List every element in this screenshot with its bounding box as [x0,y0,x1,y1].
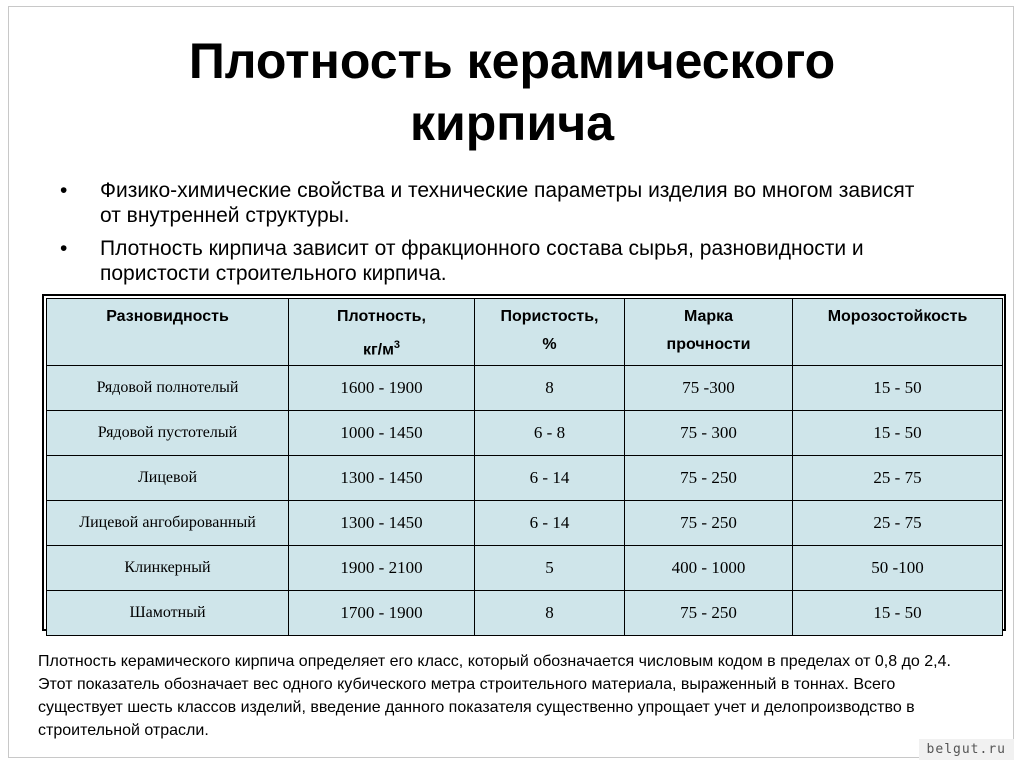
header-porosity: Пористость, % [475,299,625,366]
bullet-item [60,236,920,286]
cell-frost: 15 - 50 [793,411,1003,456]
cell-grade: 75 - 300 [625,411,793,456]
cell-grade: 75 - 250 [625,591,793,636]
cell-type: Шамотный [47,591,289,636]
table-row [47,456,1003,501]
cell-grade: 75 - 250 [625,501,793,546]
footer-paragraph: Плотность керамического кирпича определяет его класс, который обозначается числовым кодом в пределах от 0,8 до 2,4. Этот показатель обозначает вес одного кубического метра строительного материала, выраженный в тоннах. Всего существует шесть классов изделий, введение данного показателя существенно упрощает учет и делопроизводство в строительной отрасли. [38,653,951,739]
cell-porosity: 6 - 14 [475,456,625,501]
cell-porosity: 6 - 8 [475,411,625,456]
table-row [47,501,1003,546]
cell-frost: 15 - 50 [793,591,1003,636]
bullet-dot-icon: • [60,237,68,260]
header-frost: Морозостойкость [793,299,1003,366]
cell-grade: 75 - 250 [625,456,793,501]
cell-type: Рядовой пустотелый [47,411,289,456]
header-density: Плотность, $кг/м^3$ [289,299,475,366]
page-title [0,30,1024,154]
cell-density: 1900 - 2100 [289,546,475,591]
table-row [47,366,1003,411]
cell-type: Клинкерный [47,546,289,591]
cell-type: Рядовой полнотелый [47,366,289,411]
title-line-1: Плотность керамического [188,33,836,89]
cell-porosity: 8 [475,591,625,636]
cell-frost: 50 -100 [793,546,1003,591]
cell-porosity: 8 [475,366,625,411]
cell-density: 1700 - 1900 [289,591,475,636]
table [46,298,1003,636]
cell-type: Лицевой [47,456,289,501]
bullet-text: Плотность кирпича зависит от фракционного состава сырья, разновидности и пористости строительного кирпича. [100,237,864,285]
density-table [42,294,1006,631]
cell-frost: 15 - 50 [793,366,1003,411]
cell-grade: 400 - 1000 [625,546,793,591]
bullet-item [60,178,920,228]
header-type: Разновидность [47,299,289,366]
cell-grade: 75 -300 [625,366,793,411]
bullet-text: Физико-химические свойства и технические параметры изделия во многом зависят от внутренней структуры. [100,179,915,227]
cell-density: 1300 - 1450 [289,456,475,501]
bullet-list [60,178,920,294]
cell-type: Лицевой ангобированный [47,501,289,546]
table-header-row [47,299,1003,366]
cell-frost: 25 - 75 [793,456,1003,501]
table-row [47,546,1003,591]
header-grade: Марка прочности [625,299,793,366]
table-row [47,411,1003,456]
cell-frost: 25 - 75 [793,501,1003,546]
watermark: belgut.ru [919,739,1014,760]
title-line-2: кирпича [409,95,615,151]
cell-porosity: 6 - 14 [475,501,625,546]
table-row [47,591,1003,636]
cell-density: 1000 - 1450 [289,411,475,456]
cell-density: 1600 - 1900 [289,366,475,411]
bullet-dot-icon: • [60,179,68,202]
cell-density: 1300 - 1450 [289,501,475,546]
cell-porosity: 5 [475,546,625,591]
